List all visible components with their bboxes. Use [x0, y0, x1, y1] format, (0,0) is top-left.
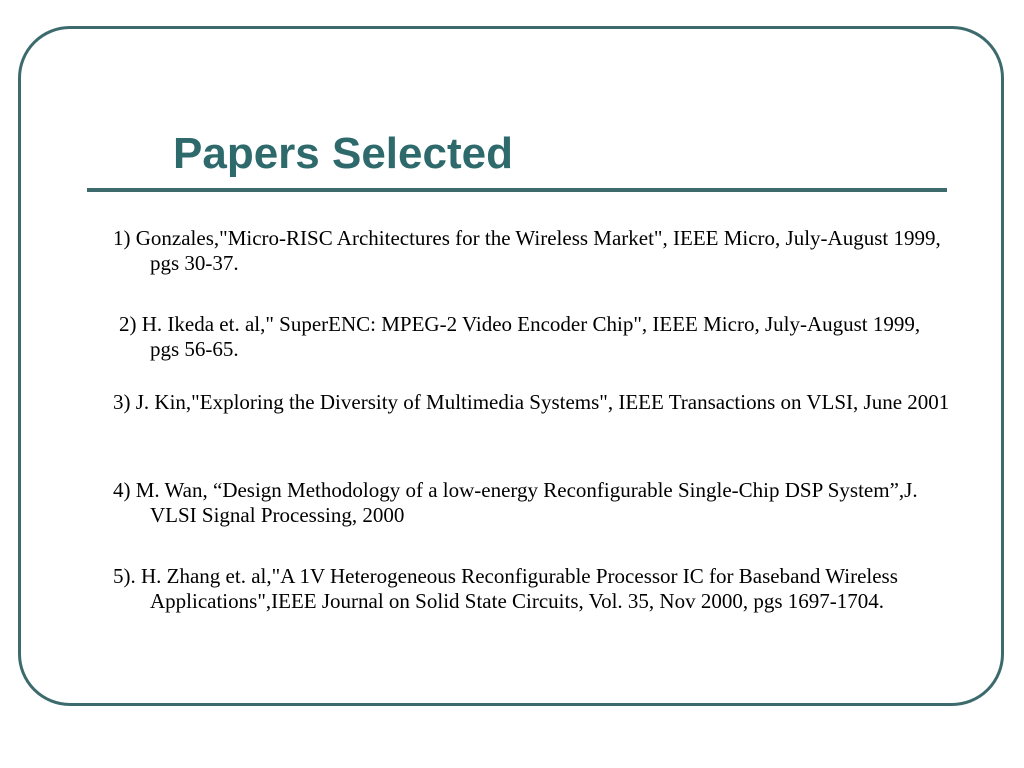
- reference-item: 5). H. Zhang et. al,"A 1V Heterogeneous Reconfigurable Processor IC for Baseband Wireless Applications",IEEE Journal on Solid State Circuits, Vol. 35, Nov 2000, pgs 1697-1704.: [113, 564, 898, 613]
- reference-item: 2) H. Ikeda et. al," SuperENC: MPEG-2 Video Encoder Chip", IEEE Micro, July-August 1999, pgs 56-65.: [119, 312, 921, 361]
- reference-item: 3) J. Kin,"Exploring the Diversity of Multimedia Systems", IEEE Transactions on VLSI, June 2001: [113, 390, 950, 414]
- title-divider: [87, 188, 947, 192]
- slide-title: Papers Selected: [173, 129, 513, 178]
- reference-item: 1) Gonzales,"Micro-RISC Architectures for the Wireless Market", IEEE Micro, July-August 1999, pgs 30-37.: [113, 226, 941, 275]
- reference-item: 4) M. Wan, “Design Methodology of a low-energy Reconfigurable Single-Chip DSP System”,J. VLSI Signal Processing, 2000: [113, 478, 918, 527]
